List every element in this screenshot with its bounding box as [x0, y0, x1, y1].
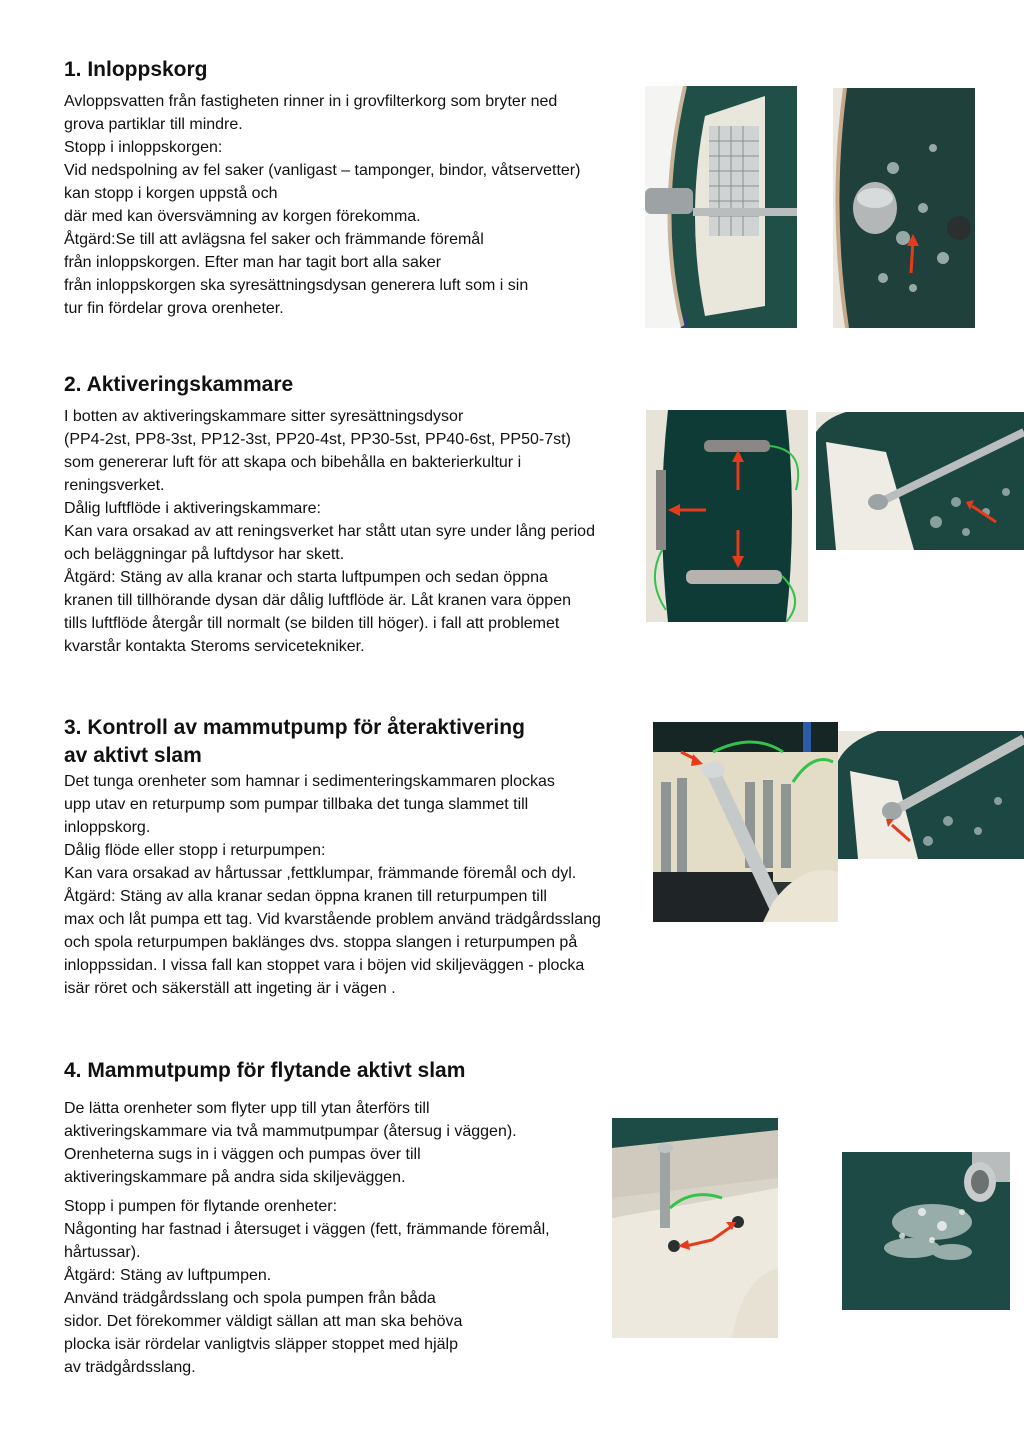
section-inloppskorg	[64, 56, 580, 320]
body-line: och spola returpumpen baklänges dvs. stoppa slangen i returpumpen på	[64, 934, 578, 951]
body-line: Åtgärd: Stäng av alla kranar och starta luftpumpen och sedan öppna	[64, 569, 548, 586]
body-line: isär röret och säkerställ att ingeting är i vägen .	[64, 980, 396, 997]
body-line: som genererar luft för att skapa och bibehålla en bakterierkultur i	[64, 454, 522, 471]
body-line: Dålig luftflöde i aktiveringskammare:	[64, 500, 321, 517]
section-body	[64, 90, 580, 320]
body-line: inloppskorg.	[64, 819, 151, 836]
body-line: reningsverket.	[64, 477, 165, 494]
body-line: Använd trädgårdsslang och spola pumpen från båda	[64, 1290, 436, 1307]
section-title: 2. Aktiveringskammare	[64, 373, 294, 396]
body-line: hårtussar).	[64, 1244, 141, 1261]
body-line: Dålig flöde eller stopp i returpumpen:	[64, 842, 326, 859]
section-body-paragraph-2	[64, 1195, 550, 1379]
section-title-line-1: 3. Kontroll av mammutpump för återaktivering	[64, 716, 525, 739]
body-line: tills luftflöde återgår till normalt (se bilden till höger). i fall att problemet	[64, 615, 560, 632]
body-line: och beläggningar på luftdysor har skett.	[64, 546, 345, 563]
photo-inlet-basket	[645, 86, 797, 328]
section-mammutpump-ateraktivering	[64, 714, 601, 1000]
body-line: Vid nedspolning av fel saker (vanligast – tamponger, bindor, våtservetter)	[64, 162, 581, 179]
body-line: Orenheterna sugs in i väggen och pumpas över till	[64, 1146, 421, 1163]
body-line: kvarstår kontakta Steroms servicetekniker.	[64, 638, 365, 655]
photo-partition-wall	[612, 1118, 778, 1338]
section-body	[64, 405, 595, 658]
body-line: kranen till tillhörande dysan där dålig luftflöde är. Låt kranen vara öppen	[64, 592, 571, 609]
body-line: Avloppsvatten från fastigheten rinner in i grovfilterkorg som bryter ned	[64, 93, 558, 110]
photo-surface-outflow	[842, 1152, 1010, 1310]
body-line: Någonting har fastnad i återsuget i väggen (fett, främmande föremål,	[64, 1221, 550, 1238]
photo-return-outlet	[838, 731, 1024, 859]
body-line: tur fin fördelar grova orenheter.	[64, 300, 284, 317]
photo-aeration-diffusers	[646, 410, 808, 622]
body-line: Åtgärd:Se till att avlägsna fel saker och främmande föremål	[64, 231, 484, 248]
body-line: aktiveringskammare via två mammutpumpar (återsug i väggen).	[64, 1123, 517, 1140]
body-line: Åtgärd: Stäng av luftpumpen.	[64, 1267, 272, 1284]
section-title: 4. Mammutpump för flytande aktivt slam	[64, 1059, 466, 1082]
body-line: sidor. Det förekommer väldigt sällan att man ska behöva	[64, 1313, 463, 1330]
body-line: upp utav en returpump som pumpar tillbaka det tunga slammet till	[64, 796, 529, 813]
section-title: 1. Inloppskorg	[64, 58, 208, 81]
body-line: Stopp i inloppskorgen:	[64, 139, 223, 156]
section-body-paragraph-1	[64, 1097, 550, 1189]
photo-basket-aeration	[833, 88, 975, 328]
photo-return-pump	[653, 722, 838, 922]
body-line: Kan vara orsakad av hårtussar ,fettklumpar, främmande föremål och dyl.	[64, 865, 577, 882]
body-line: från inloppskorgen ska syresättningsdysan generera luft som i sin	[64, 277, 529, 294]
body-line: kan stopp i korgen uppstå och	[64, 185, 278, 202]
body-line: Det tunga orenheter som hamnar i sedimenteringskammaren plockas	[64, 773, 555, 790]
body-line: av trädgårdsslang.	[64, 1359, 196, 1376]
section-body	[64, 770, 601, 1000]
body-line: Åtgärd: Stäng av alla kranar sedan öppna kranen till returpumpen till	[64, 888, 547, 905]
section-title-line-2: av aktivt slam	[64, 744, 202, 767]
body-line: max och låt pumpa ett tag. Vid kvarstående problem använd trädgårdsslang	[64, 911, 601, 928]
body-line: Kan vara orsakad av att reningsverket har stått utan syre under lång period	[64, 523, 595, 540]
body-line: Stopp i pumpen för flytande orenheter:	[64, 1198, 338, 1215]
body-line: (PP4-2st, PP8-3st, PP12-3st, PP20-4st, PP30-5st, PP40-6st, PP50-7st)	[64, 431, 571, 448]
body-line: grova partiklar till mindre.	[64, 116, 243, 133]
section-mammutpump-flytande	[64, 1057, 550, 1379]
photo-aeration-chamber	[816, 412, 1024, 550]
body-line: I botten av aktiveringskammare sitter syresättningsdysor	[64, 408, 464, 425]
body-line: plocka isär rördelar vanligtvis släpper stoppet med hjälp	[64, 1336, 458, 1353]
body-line: där med kan översvämning av korgen förekomma.	[64, 208, 421, 225]
body-line: inloppssidan. I vissa fall kan stoppet vara i böjen vid skiljeväggen - plocka	[64, 957, 585, 974]
section-aktiveringskammare	[64, 371, 595, 658]
body-line: från inloppskorgen. Efter man har tagit bort alla saker	[64, 254, 442, 271]
body-line: De lätta orenheter som flyter upp till ytan återförs till	[64, 1100, 430, 1117]
body-line: aktiveringskammare på andra sida skiljeväggen.	[64, 1169, 406, 1186]
